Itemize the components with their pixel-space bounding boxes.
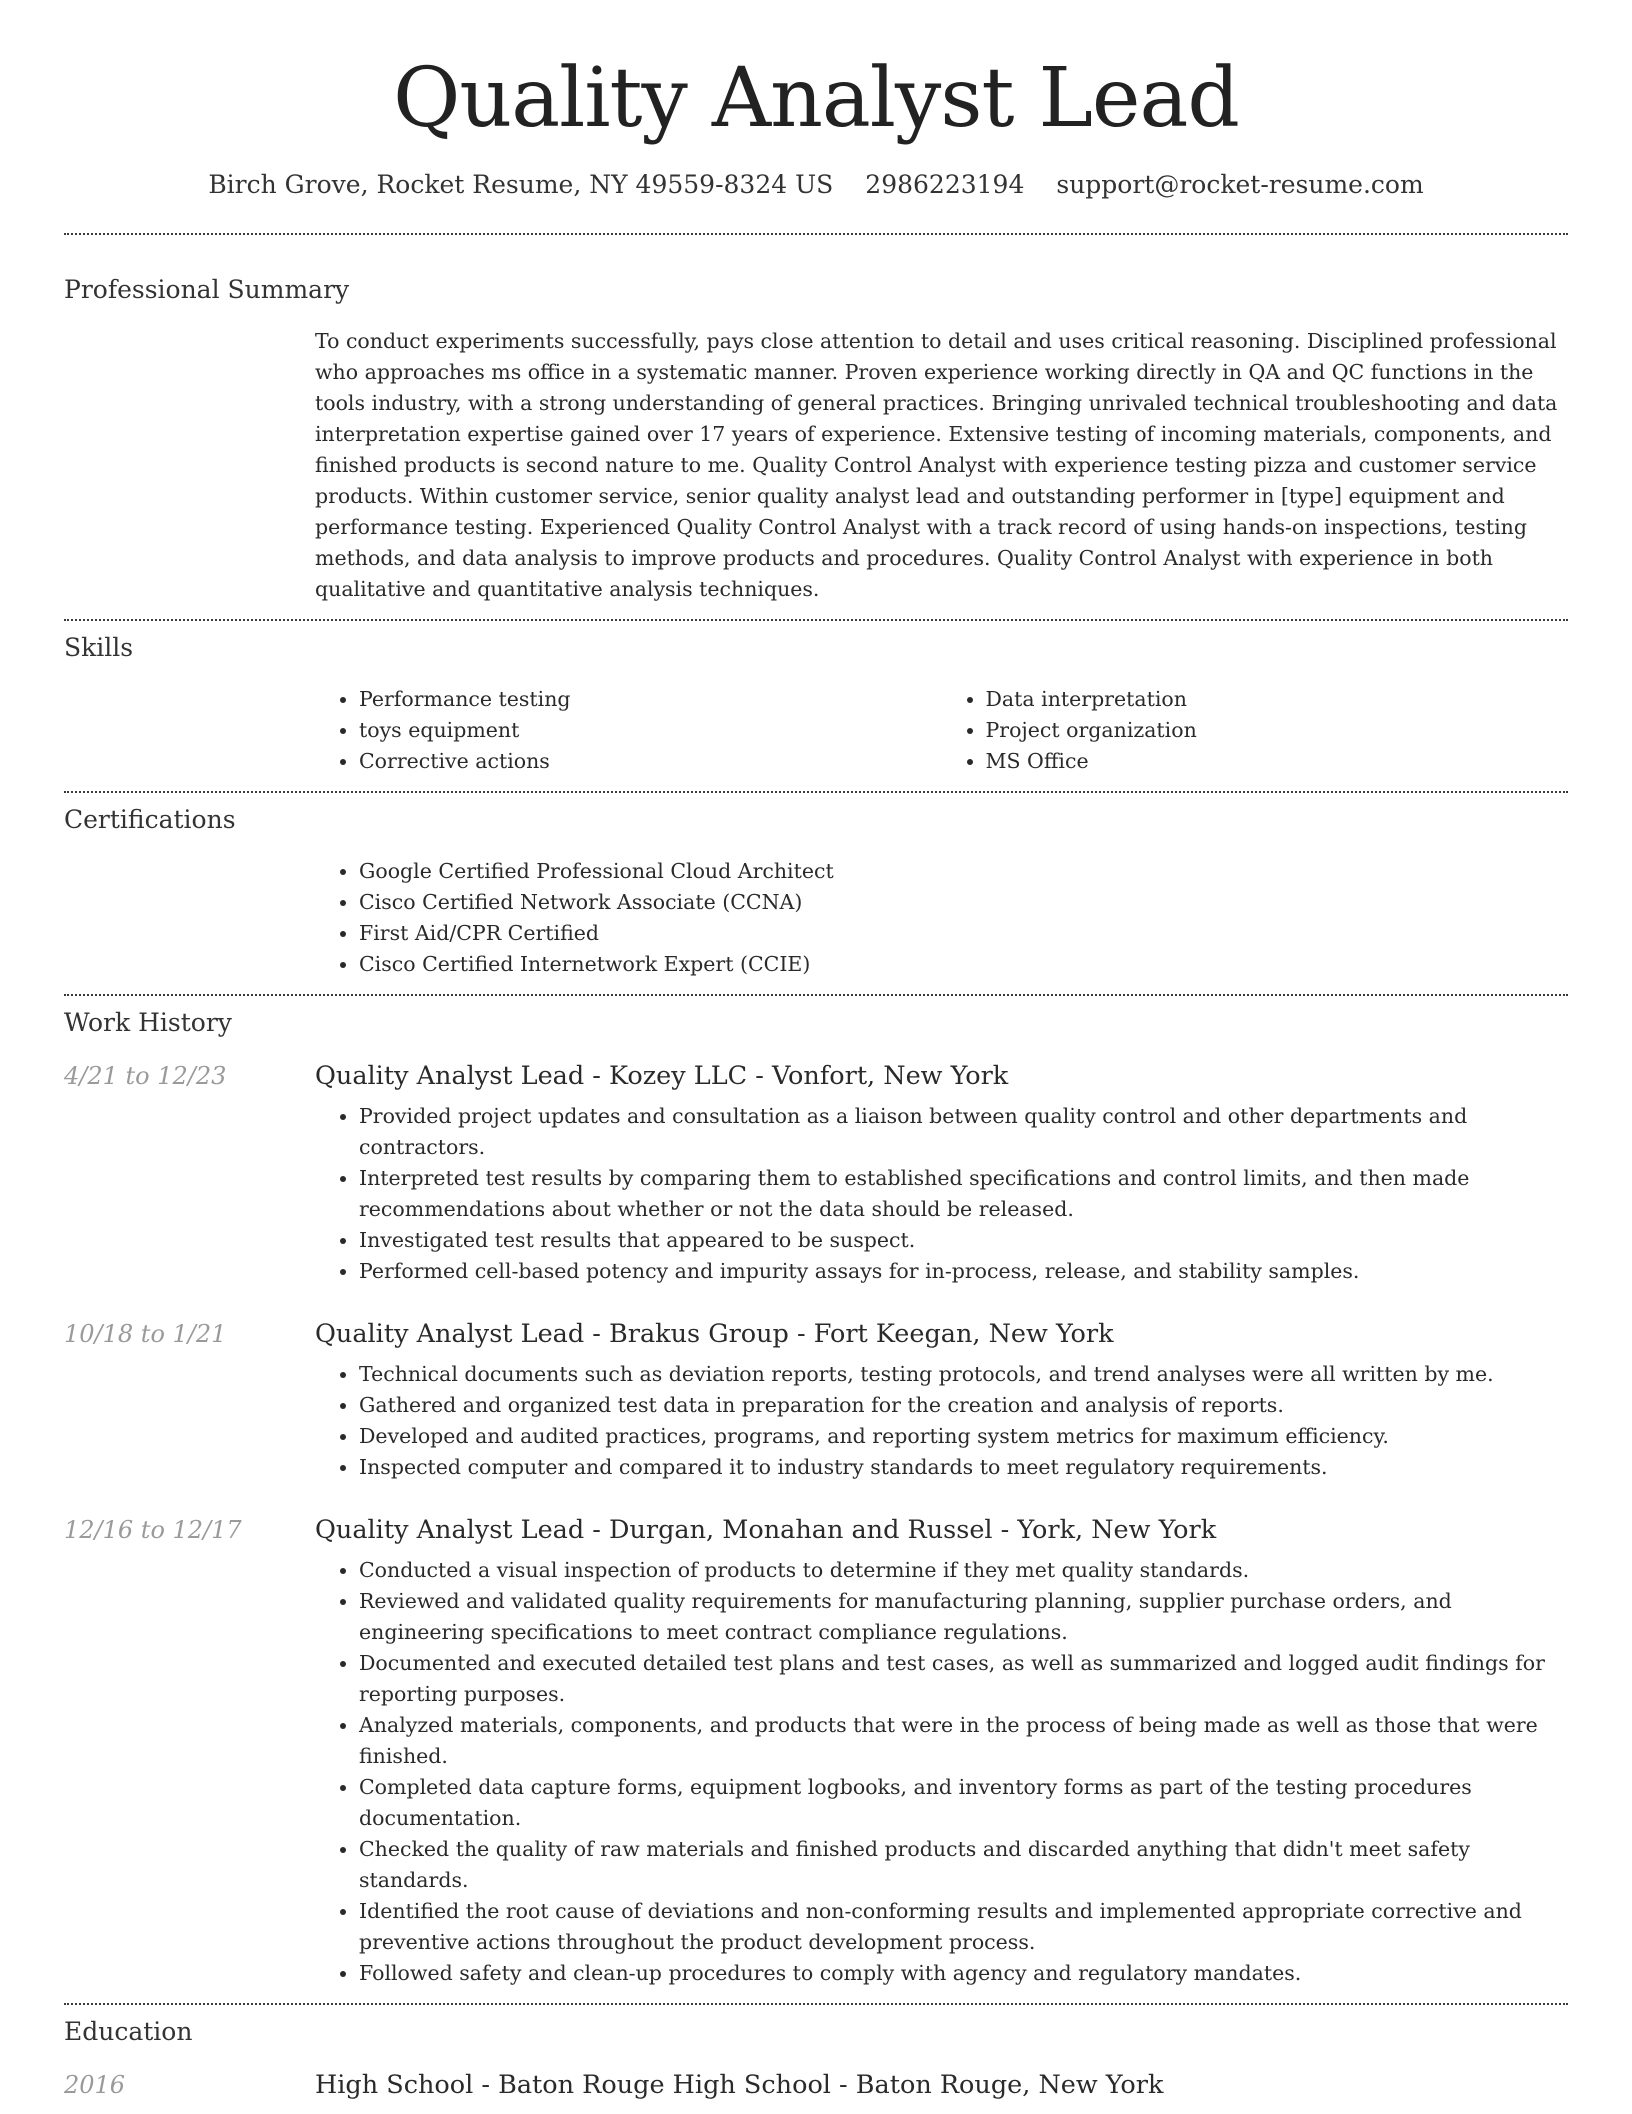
contact-line (64, 170, 1568, 199)
skill-item: • Corrective actions (359, 746, 942, 777)
job-bullet: • Inspected computer and compared it to industry standards to meet regulatory requirements. (359, 1452, 1568, 1483)
resume-name: Quality Analyst Lead (393, 51, 1239, 146)
job-bullet: • Investigated test results that appeared to be suspect. (359, 1225, 1568, 1256)
job-bullets (315, 1101, 1568, 1287)
education-date: 2016 (64, 2071, 126, 2099)
contact-address: Birch Grove, Rocket Resume, NY 49559-8324 US (208, 170, 834, 199)
job-bullet: • Performed cell-based potency and impurity assays for in-process, release, and stability samples. (359, 1256, 1568, 1287)
job-title: Quality Analyst Lead - Durgan, Monahan and Russel - York, New York (315, 1515, 1217, 1545)
summary-text: To conduct experiments successfully, pays close attention to detail and uses critical reasoning. Disciplined professional who approaches ms office in a systematic manner. Proven experience working directly in QA and QC functions in the tools industry, with a strong understanding of general practices. Bringing unrivaled technical troubleshooting and data interpretation expertise gained over 17 years of experience. Extensive testing of incoming materials, components, and finished products is second nature to me. Quality Control Analyst with experience testing pizza and customer service products. Within customer service, senior quality analyst lead and outstanding performer in [type] equipment and performance testing. Experienced Quality Control Analyst with a track record of using hands-on inspections, testing methods, and data analysis to improve products and procedures. Quality Control Analyst with experience in both qualitative and quantitative analysis techniques. (315, 329, 1558, 601)
job-date: 4/21 to 12/23 (64, 1062, 227, 1090)
job-bullet: • Analyzed materials, components, and products that were in the process of being made as well as those that were finished. (359, 1710, 1568, 1772)
skill-item: • MS Office (986, 746, 1569, 777)
job-bullet: • Identified the root cause of deviations and non-conforming results and implemented appropriate corrective and preventive actions throughout the product development process. (359, 1896, 1568, 1958)
section-education (64, 2005, 1568, 2114)
contact-phone: 2986223194 (865, 170, 1025, 199)
certifications-list (315, 856, 1568, 980)
skills-list-right (942, 684, 1569, 777)
section-heading-skills: Skills (64, 633, 134, 662)
skill-item: • Project organization (986, 715, 1569, 746)
job-bullets (315, 1359, 1568, 1483)
skill-item: • Data interpretation (986, 684, 1569, 715)
job-bullet: • Interpreted test results by comparing them to established specifications and control limits, and then made recommendations about whether or not the data should be released. (359, 1163, 1568, 1225)
section-heading-work-history: Work History (64, 1008, 232, 1037)
certification-item: • Cisco Certified Network Associate (CCNA) (359, 887, 1568, 918)
job-date: 12/16 to 12/17 (64, 1516, 242, 1544)
job-entry (64, 1061, 1568, 1287)
job-bullets (315, 1555, 1568, 1989)
skill-item: • toys equipment (359, 715, 942, 746)
job-date: 10/18 to 1/21 (64, 1320, 227, 1348)
job-bullet: • Documented and executed detailed test plans and test cases, as well as summarized and logged audit findings for reporting purposes. (359, 1648, 1568, 1710)
job-bullet: • Completed data capture forms, equipment logbooks, and inventory forms as part of the testing procedures documentation. (359, 1772, 1568, 1834)
job-entry (64, 1319, 1568, 1483)
education-entry (64, 2070, 1568, 2100)
job-bullet: • Provided project updates and consultation as a liaison between quality control and other departments and contractors. (359, 1101, 1568, 1163)
job-bullet: • Conducted a visual inspection of products to determine if they met quality standards. (359, 1555, 1568, 1586)
section-skills (64, 621, 1568, 791)
job-entry (64, 1515, 1568, 1989)
skills-list-left (315, 684, 942, 777)
job-bullet: • Developed and audited practices, programs, and reporting system metrics for maximum efficiency. (359, 1421, 1568, 1452)
section-summary (64, 235, 1568, 619)
section-heading-education: Education (64, 2017, 193, 2046)
certification-item: • Google Certified Professional Cloud Architect (359, 856, 1568, 887)
job-title: Quality Analyst Lead - Kozey LLC - Vonfort, New York (315, 1061, 1009, 1091)
certification-item: • First Aid/CPR Certified (359, 918, 1568, 949)
job-bullet: • Technical documents such as deviation reports, testing protocols, and trend analyses were all written by me. (359, 1359, 1568, 1390)
job-bullet: • Checked the quality of raw materials and finished products and discarded anything that didn't meet safety standards. (359, 1834, 1568, 1896)
certification-item: • Cisco Certified Internetwork Expert (CCIE) (359, 949, 1568, 980)
job-title: Quality Analyst Lead - Brakus Group - Fort Keegan, New York (315, 1319, 1114, 1349)
education-title: High School - Baton Rouge High School - Baton Rouge, New York (315, 2070, 1164, 2100)
job-bullet: • Followed safety and clean-up procedures to comply with agency and regulatory mandates. (359, 1958, 1568, 1989)
contact-email: support@rocket-resume.com (1056, 170, 1424, 199)
section-work-history (64, 996, 1568, 2003)
skill-item: • Performance testing (359, 684, 942, 715)
job-bullet: • Reviewed and validated quality requirements for manufacturing planning, supplier purchase orders, and engineering specifications to meet contract compliance regulations. (359, 1586, 1568, 1648)
section-heading-certifications: Certifications (64, 805, 236, 834)
section-certifications (64, 793, 1568, 994)
job-bullet: • Gathered and organized test data in preparation for the creation and analysis of reports. (359, 1390, 1568, 1421)
section-heading-summary: Professional Summary (64, 275, 350, 304)
